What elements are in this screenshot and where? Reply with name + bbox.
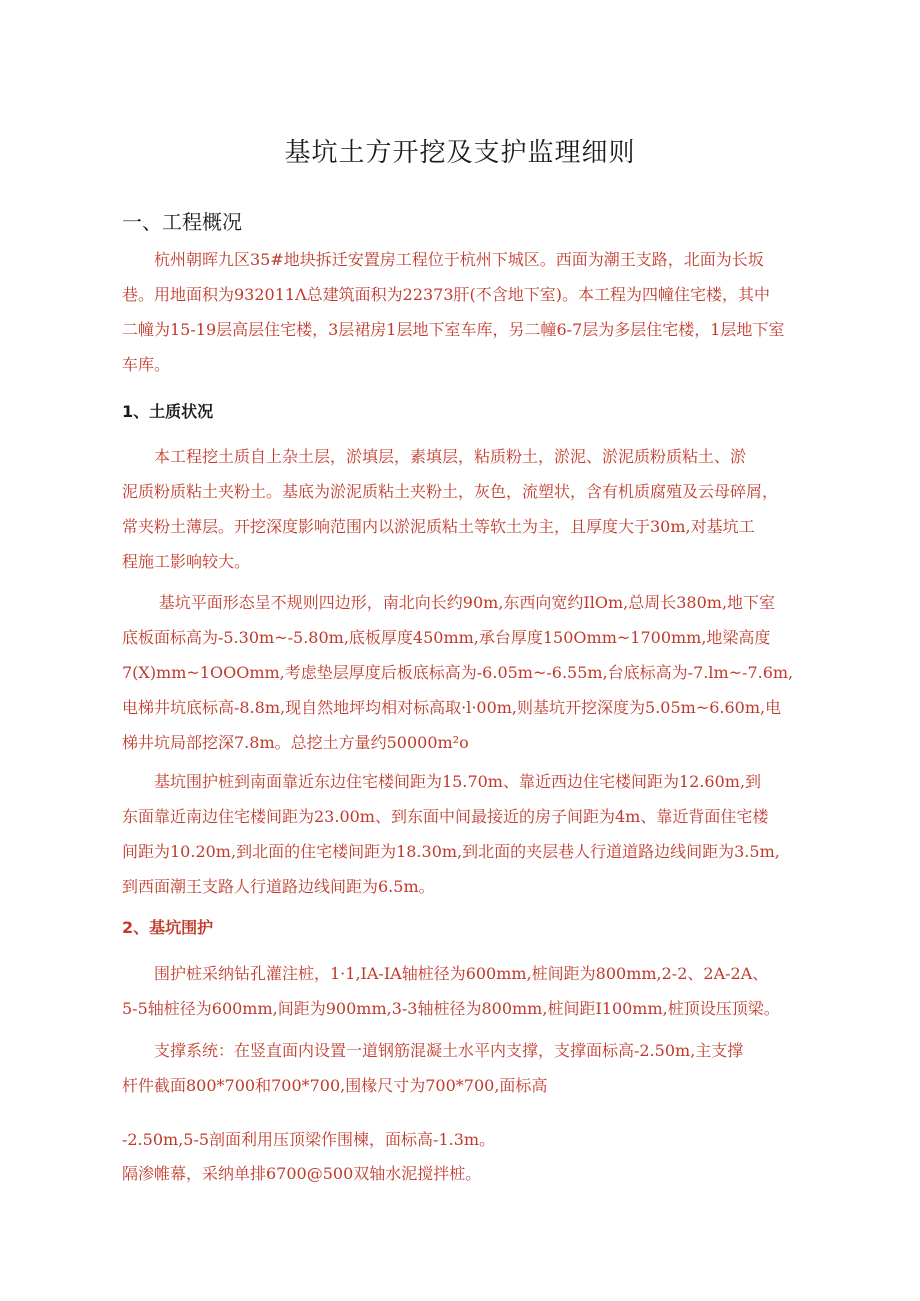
text-line: 杭州朝晖九区35#地块拆迁安置房工程位于杭州下城区。西面为潮王支路，北面为长坂 (154, 250, 764, 269)
subheading-pit-support: 2、基坑围护 (122, 918, 214, 937)
paragraph-support-system (122, 1033, 802, 1103)
text-line: 车库。 (122, 355, 171, 374)
text-line: 间距为10.20m,到北面的住宅楼间距为18.30m,到北面的夹层巷人行道道路边线间距为3.5m, (122, 842, 780, 861)
text-line: 隔渗帷幕，采纳单排6700@500双轴水泥搅拌桩。 (122, 1164, 482, 1183)
text-line: 5-5轴桩径为600mm,间距为900mm,3-3轴桩径为800mm,桩间距I100mm,桩顶设压顶梁。 (122, 999, 780, 1018)
text-line: 巷。用地面积为932011Λ总建筑面积为22373肝(不含地下室)。本工程为四幢住宅楼，其中 (122, 285, 771, 304)
text-line: 电梯井坑底标高-8.8m,现自然地坪均相对标高取·l·00m,则基坑开挖深度为5.05m~6.60m,电 (122, 698, 782, 717)
paragraph-soil (122, 439, 802, 579)
text-line: 程施工影响较大。 (122, 552, 251, 571)
text-line: 杆件截面800*700和700*700,围椽尺寸为700*700,面标高 (122, 1076, 548, 1095)
page-title: 基坑土方开挖及支护监理细则 (284, 138, 636, 168)
paragraph-seepage-curtain (122, 1156, 802, 1191)
section-heading-overview: 一、工程概况 (122, 210, 242, 234)
text-line: 常夹粉土薄层。开挖深度影响范围内以淤泥质粘土等软土为主，且厚度大于30m,对基坑工 (122, 517, 755, 536)
text-line: 泥质粉质粘土夹粉土。基底为淤泥质粘土夹粉土，灰色，流塑状，含有机质腐殖及云母碎屑， (122, 482, 779, 501)
paragraph-distances (122, 764, 802, 904)
text-line: 底板面标高为-5.30m~-5.80m,底板厚度450mm,承台厚度150Omm~1700mm,地梁高度 (122, 628, 771, 647)
text-line: 本工程挖土质自上杂土层，淤填层，素填层，粘质粉土，淤泥、淤泥质粉质粘土、淤 (154, 447, 747, 466)
subheading-soil: 1、土质状况 (122, 402, 214, 421)
text-line: 支撑系统：在竖直面内设置一道钢筋混凝土水平内支撑，支撑面标高-2.50m,主支撑 (154, 1041, 744, 1060)
text-line: 基坑围护桩到南面靠近东边住宅楼间距为15.70m、靠近西边住宅楼间距为12.60m,到 (154, 772, 762, 791)
paragraph-piles (122, 956, 802, 1026)
text-line: 基坑平面形态呈不规则四边形，南北向长约90m,东西向宽约IlOm,总周长380m,地下室 (158, 593, 776, 612)
paragraph-support-continued (122, 1122, 802, 1157)
paragraph-project-intro (122, 242, 802, 382)
paragraph-pit-plan (122, 585, 802, 760)
text-line: -2.50m,5-5剖面利用压顶梁作围楝，面标高-1.3m。 (122, 1130, 496, 1149)
text-line: 到西面潮王支路人行道路边线间距为6.5m。 (122, 877, 435, 896)
text-line: 7(X)mm~1OOOmm,考虑垫层厚度后板底标高为-6.05m~-6.55m,台底标高为-7.lm~-7.6m, (122, 663, 794, 682)
text-line: 二幢为15-19层高层住宅楼，3层裙房1层地下室车库，另二幢6-7层为多层住宅楼，1层地下室 (122, 320, 785, 339)
text-line: 东面靠近南边住宅楼间距为23.00m、到东面中间最接近的房子间距为4m、靠近背面住宅楼 (122, 807, 769, 826)
text-line: 围护桩采纳钻孔灌注桩，1·1,IA-IA轴桩径为600mm,桩间距为800mm,2-2、2A-2A、 (154, 964, 769, 983)
text-line: 梯井坑局部挖深7.8m。总挖土方量约50000m²o (122, 733, 469, 752)
